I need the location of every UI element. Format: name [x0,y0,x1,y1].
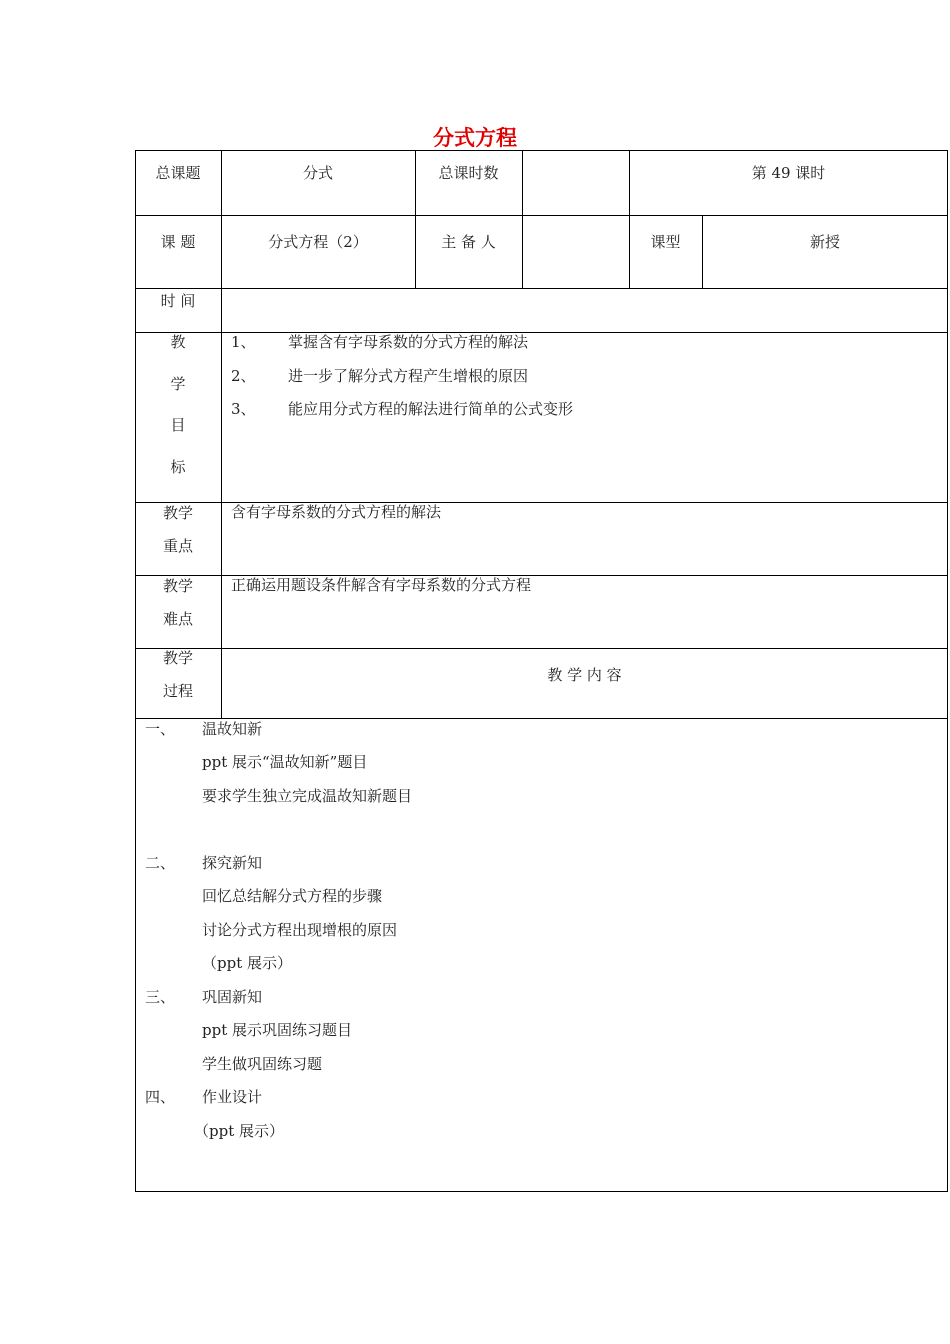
lesson-value: 分式方程（2） [268,233,368,251]
section-line: ppt 展示“温故知新”题目 [202,753,368,771]
objective-number: 1、 [231,333,256,351]
column-divider [702,215,703,288]
section-number: 二、 [145,854,176,872]
section-title: 探究新知 [202,854,263,872]
section-number: 一、 [145,720,176,738]
row-divider [135,332,948,333]
row-divider [135,215,948,216]
section-line: 学生做巩固练习题 [202,1055,323,1073]
content-header: 教 学 内 容 [547,666,622,684]
objectives-label-char: 标 [170,458,186,476]
key-point-label: 教学 [162,504,193,522]
row-divider [135,288,948,289]
section-title: 温故知新 [202,720,263,738]
objectives-label-char: 目 [170,416,186,434]
process-label: 过程 [162,682,193,700]
lesson-number: 第 49 课时 [751,164,826,182]
section-line: 回忆总结解分式方程的步骤 [202,887,383,905]
type-label: 课型 [650,233,681,251]
difficulty-text: 正确运用题设条件解含有字母系数的分式方程 [231,576,532,594]
section-line: ppt 展示巩固练习题目 [202,1021,353,1039]
objective-text: 进一步了解分式方程产生增根的原因 [288,367,529,385]
preparer-label: 主 备 人 [441,233,496,251]
section-line: （ppt 展示） [194,1122,285,1140]
topic-value: 分式 [302,164,333,182]
column-divider [522,150,523,288]
section-line: 要求学生独立完成温故知新题目 [202,787,413,805]
hours-label: 总课时数 [438,164,499,182]
topic-label: 总课题 [155,164,201,182]
document-title: 分式方程 [433,126,517,150]
section-title: 作业设计 [202,1088,263,1106]
lesson-label: 课 题 [160,233,196,251]
difficulty-label: 教学 [162,577,193,595]
section-line: 讨论分式方程出现增根的原因 [202,921,398,939]
difficulty-label: 难点 [162,610,193,628]
type-value: 新授 [809,233,840,251]
process-label: 教学 [162,649,193,667]
objective-text: 能应用分式方程的解法进行简单的公式变形 [288,400,574,418]
time-label: 时 间 [160,292,196,310]
row-divider [135,718,948,719]
objective-text: 掌握含有字母系数的分式方程的解法 [288,333,529,351]
key-point-label: 重点 [162,537,193,555]
objective-number: 3、 [231,400,256,418]
row-divider [135,648,948,649]
objectives-label-char: 学 [170,375,186,393]
section-number: 四、 [145,1088,176,1106]
section-line: （ppt 展示） [202,954,293,972]
objectives-label-char: 教 [170,333,186,351]
section-number: 三、 [145,988,176,1006]
key-point-text: 含有字母系数的分式方程的解法 [231,503,442,521]
section-title: 巩固新知 [202,988,263,1006]
objective-number: 2、 [231,367,256,385]
